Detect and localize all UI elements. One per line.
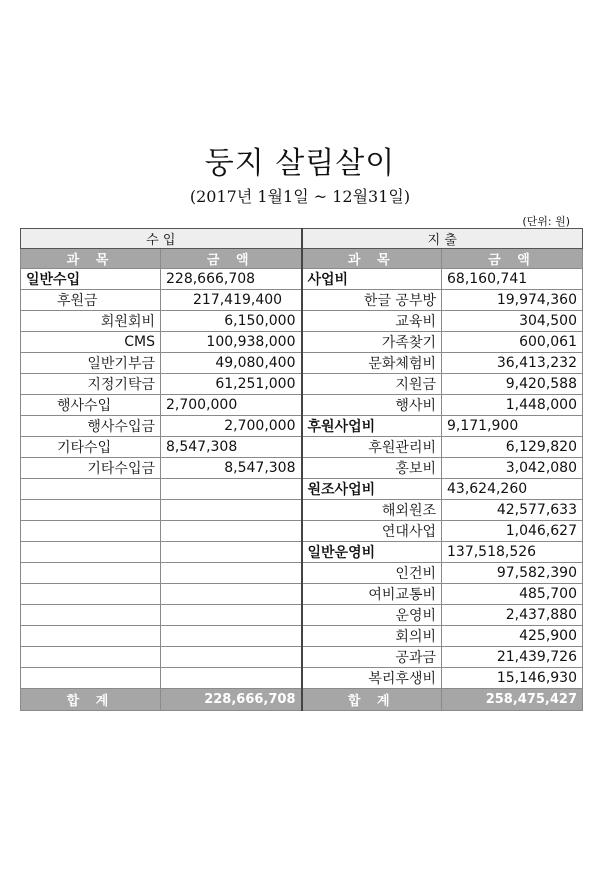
table-row [21,584,583,605]
expense-item: 가족찾기 [302,332,442,353]
expense-item: 공과금 [302,647,442,668]
income-item: 일반수입 [21,269,161,290]
income-amount-header: 금 액 [161,249,302,269]
expense-amount: 36,413,232 [442,353,583,374]
income-item-empty [21,521,161,542]
income-amount: 100,938,000 [161,332,302,353]
expense-amount: 425,900 [442,626,583,647]
income-item: 일반기부금 [21,353,161,374]
table-row [21,647,583,668]
expense-amount: 21,439,726 [442,647,583,668]
table-row [21,521,583,542]
expense-amount: 43,624,260 [442,479,583,500]
total-row [21,689,583,711]
table-row [21,500,583,521]
expense-item: 연대사업 [302,521,442,542]
income-amount: 49,080,400 [161,353,302,374]
period-subtitle: (2017년 1월1일 ~ 12월31일) [189,187,411,206]
income-amount-empty [161,584,302,605]
expense-amount: 485,700 [442,584,583,605]
income-item-empty [21,542,161,563]
income-section-header: 수 입 [21,229,302,249]
table-row [21,311,583,332]
expense-item: 지원금 [302,374,442,395]
table-row [21,668,583,689]
income-item-empty [21,563,161,584]
section-header-row [21,229,583,249]
expense-item: 후원관리비 [302,437,442,458]
income-amount: 217,419,400 [161,290,302,311]
table-row [21,458,583,479]
expense-item: 여비교통비 [302,584,442,605]
expense-amount: 2,437,880 [442,605,583,626]
income-item: 후원금 [21,290,161,311]
expense-amount: 1,046,627 [442,521,583,542]
income-item-empty [21,479,161,500]
expense-item: 회의비 [302,626,442,647]
income-item: 행사수입 [21,395,161,416]
expense-amount: 97,582,390 [442,563,583,584]
expense-amount: 15,146,930 [442,668,583,689]
income-item-empty [21,668,161,689]
income-item-empty [21,500,161,521]
expense-item: 행사비 [302,395,442,416]
income-item: 회원회비 [21,311,161,332]
expense-amount: 304,500 [442,311,583,332]
income-amount-empty [161,500,302,521]
expense-total-label: 합 계 [302,689,442,711]
income-amount: 2,700,000 [161,416,302,437]
income-amount: 8,547,308 [161,458,302,479]
page-title: 둥지 살림살이 [204,146,396,181]
expense-amount: 137,518,526 [442,542,583,563]
income-amount: 6,150,000 [161,311,302,332]
income-item: 기타수입 [21,437,161,458]
income-item-empty [21,584,161,605]
income-amount-empty [161,626,302,647]
expense-item: 한글 공부방 [302,290,442,311]
table-row [21,437,583,458]
table-row [21,269,583,290]
expense-amount: 3,042,080 [442,458,583,479]
table-row [21,395,583,416]
expense-total-amount: 258,475,427 [442,689,583,711]
income-item-empty [21,626,161,647]
income-item: 행사수입금 [21,416,161,437]
expense-amount-header: 금 액 [442,249,583,269]
expense-item: 해외원조 [302,500,442,521]
table-row [21,479,583,500]
expense-amount: 600,061 [442,332,583,353]
income-amount: 61,251,000 [161,374,302,395]
expense-item: 홍보비 [302,458,442,479]
income-amount-empty [161,521,302,542]
income-amount: 2,700,000 [161,395,302,416]
income-amount-empty [161,605,302,626]
expense-item: 원조사업비 [302,479,442,500]
expense-item: 복리후생비 [302,668,442,689]
income-total-amount: 228,666,708 [161,689,302,711]
expense-amount: 1,448,000 [442,395,583,416]
income-amount-empty [161,542,302,563]
income-item: 기타수입금 [21,458,161,479]
income-amount: 8,547,308 [161,437,302,458]
table-row [21,290,583,311]
table-row [21,353,583,374]
table-row [21,542,583,563]
expense-item: 운영비 [302,605,442,626]
table-row [21,416,583,437]
expense-amount: 9,420,588 [442,374,583,395]
unit-note: (단위: 원) [522,215,570,228]
expense-amount: 6,129,820 [442,437,583,458]
income-item: 지정기탁금 [21,374,161,395]
table-row [21,374,583,395]
expense-item: 일반운영비 [302,542,442,563]
expense-item: 문화체험비 [302,353,442,374]
income-total-label: 합 계 [21,689,161,711]
expense-section-header: 지 출 [302,229,583,249]
expense-item-header: 과 목 [302,249,442,269]
expense-amount: 19,974,360 [442,290,583,311]
income-item-empty [21,605,161,626]
income-item: CMS [21,332,161,353]
income-amount-empty [161,479,302,500]
income-amount-empty [161,668,302,689]
expense-amount: 42,577,633 [442,500,583,521]
expense-amount: 68,160,741 [442,269,583,290]
expense-amount: 9,171,900 [442,416,583,437]
income-amount: 228,666,708 [161,269,302,290]
income-item-empty [21,647,161,668]
income-item-header: 과 목 [21,249,161,269]
table-row [21,605,583,626]
table-row [21,332,583,353]
expense-item: 사업비 [302,269,442,290]
table-row [21,626,583,647]
expense-item: 교육비 [302,311,442,332]
budget-table [20,228,583,711]
income-amount-empty [161,647,302,668]
column-header-row [21,249,583,269]
expense-item: 후원사업비 [302,416,442,437]
expense-item: 인건비 [302,563,442,584]
table-row [21,563,583,584]
income-amount-empty [161,563,302,584]
